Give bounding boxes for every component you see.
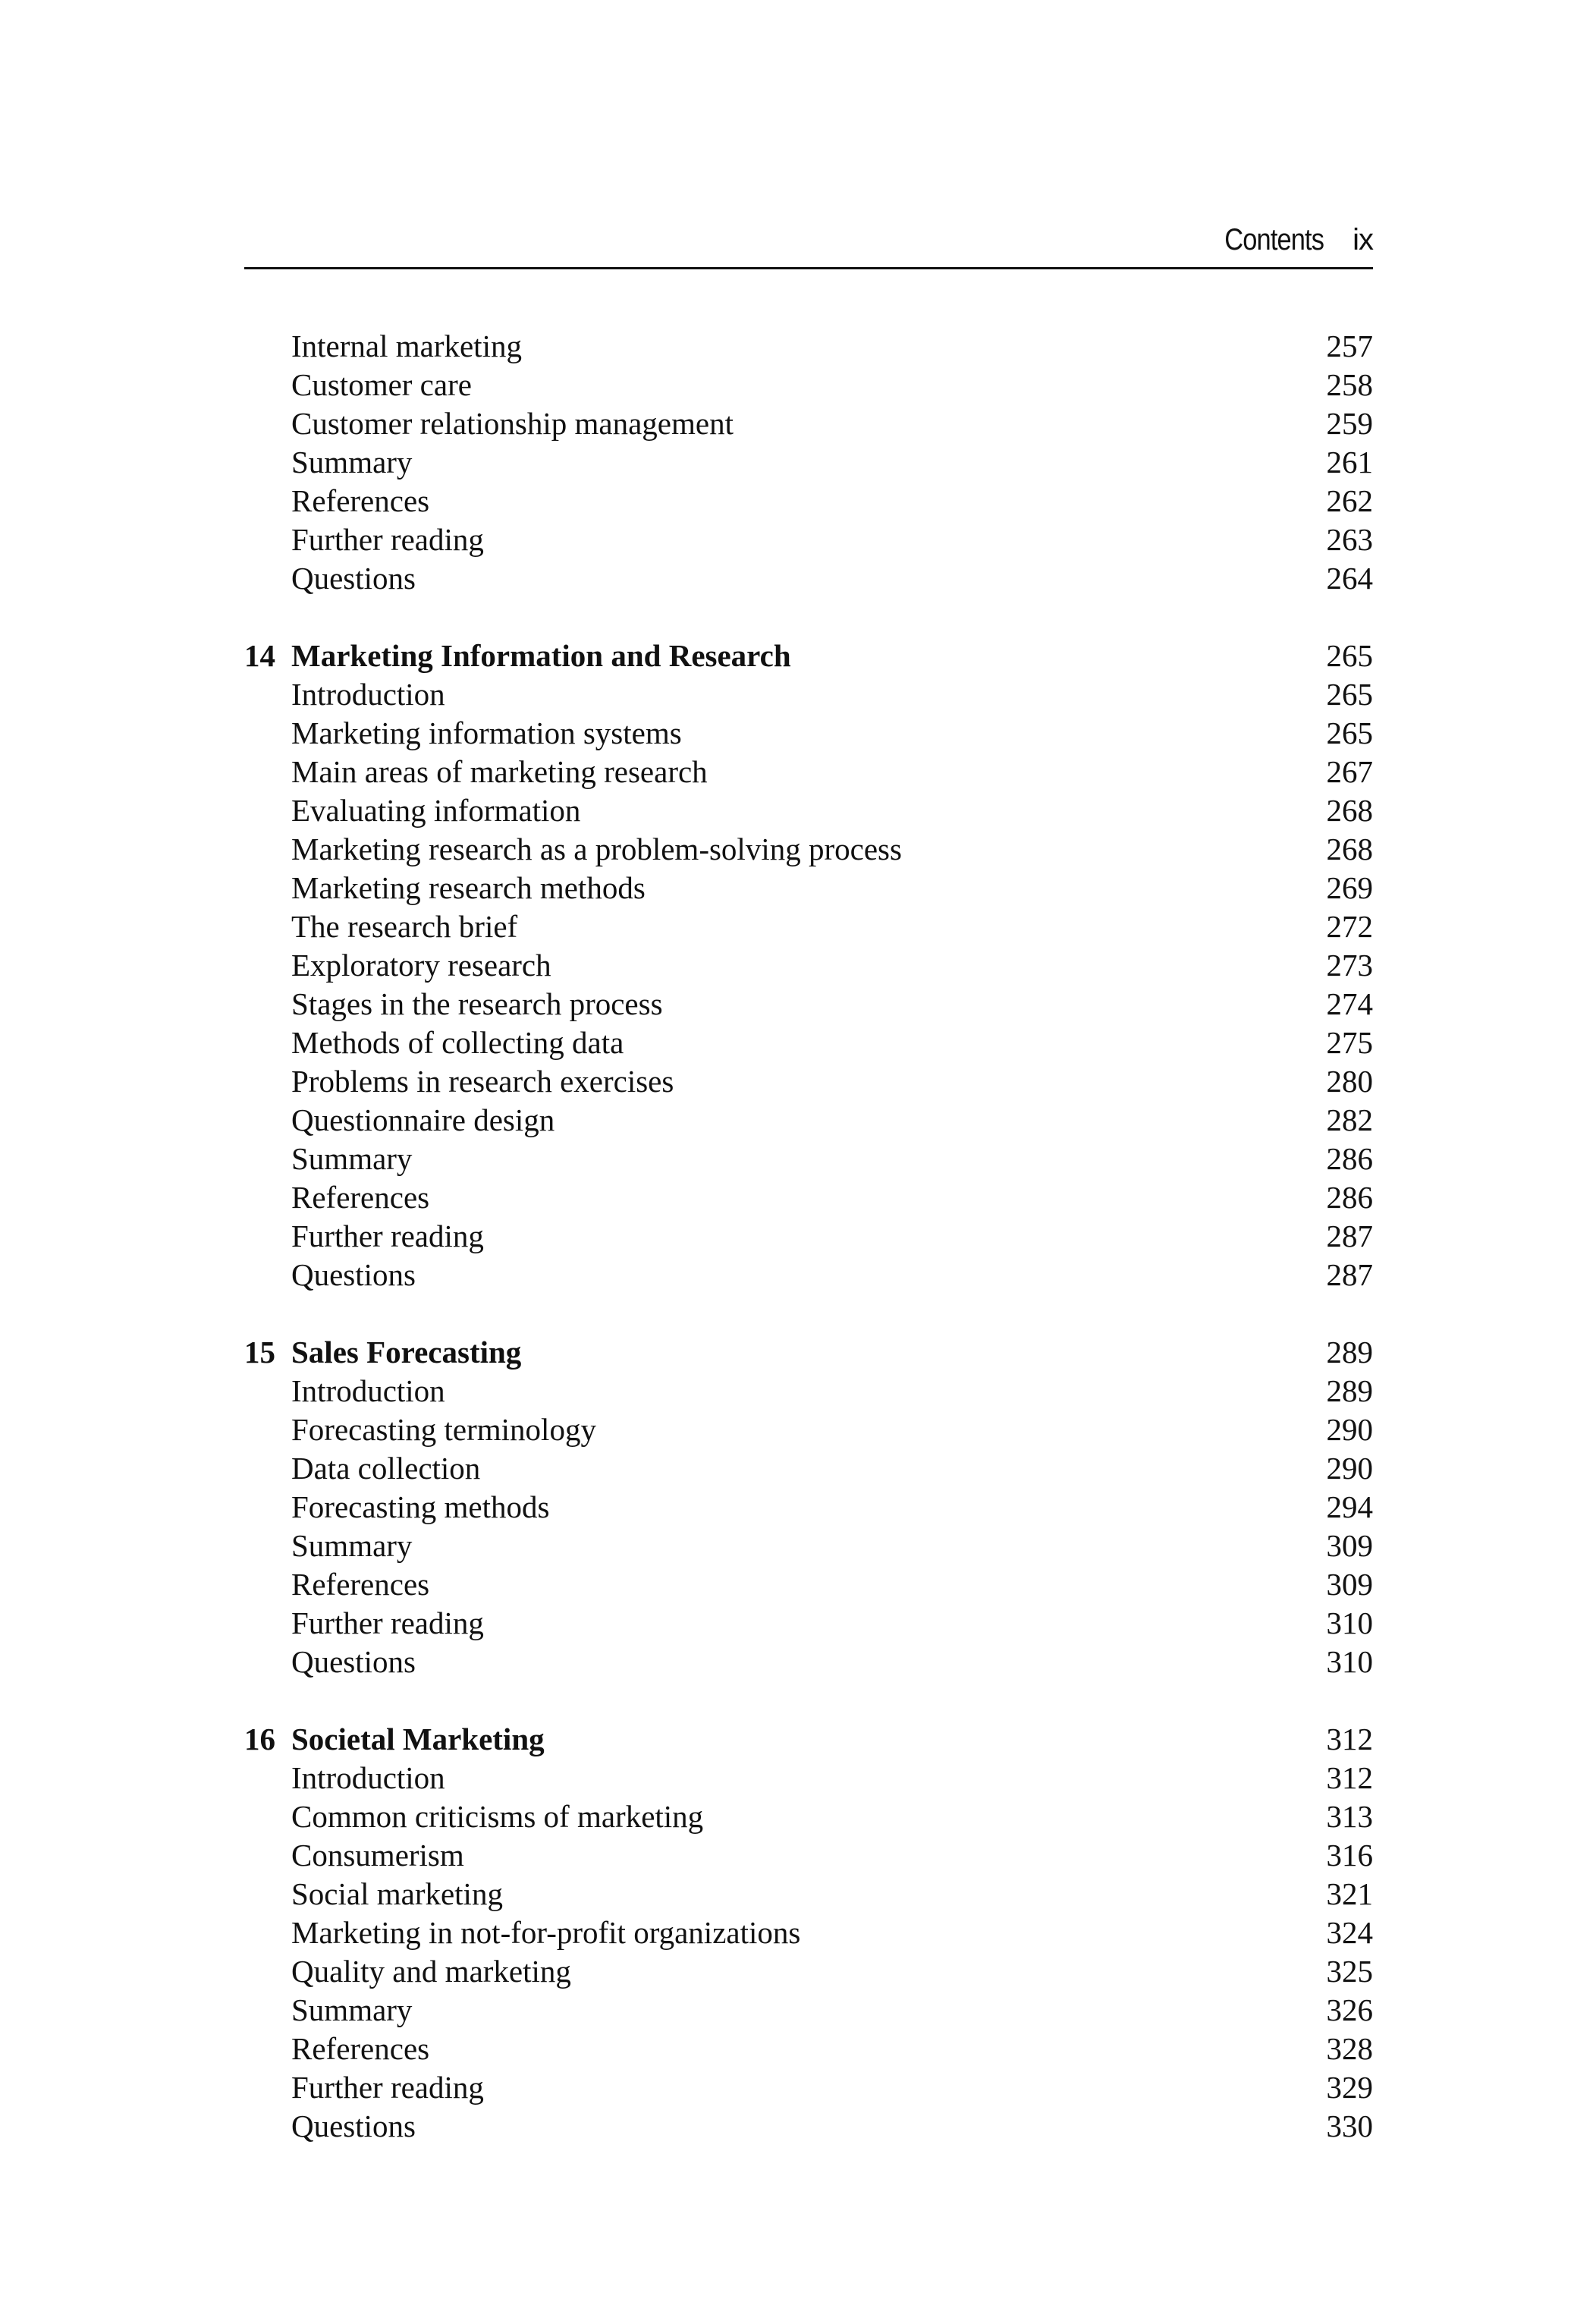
page-number: 313: [1326, 1799, 1373, 1834]
toc-entry-row: [244, 2107, 1373, 2146]
entry-title: Questionnaire design: [291, 1102, 555, 1137]
entry-title: Introduction: [291, 1760, 445, 1795]
toc-entry-row: [244, 1488, 1373, 1527]
entry-title: Further reading: [291, 2070, 484, 2105]
section-spacer: [244, 598, 1373, 637]
header-title: Contents: [1224, 223, 1324, 256]
page-number: 290: [1326, 1451, 1373, 1486]
page-number: 262: [1326, 483, 1373, 518]
page-number: 264: [1326, 561, 1373, 596]
entry-title: Questions: [291, 1644, 416, 1679]
page-number: 310: [1326, 1644, 1373, 1679]
entry-title: Common criticisms of marketing: [291, 1799, 704, 1834]
toc-entry-row: [244, 1062, 1373, 1101]
entry-title: Customer relationship management: [291, 406, 734, 441]
toc-entry-row: [244, 1914, 1373, 1952]
page-number: 287: [1326, 1219, 1373, 1253]
entry-title: Main areas of marketing research: [291, 754, 708, 789]
toc-entry-row: [244, 327, 1373, 366]
entry-title: Social marketing: [291, 1876, 503, 1911]
page-number: 258: [1326, 367, 1373, 402]
chapter-title: Sales Forecasting: [291, 1335, 522, 1370]
page-number: 287: [1326, 1257, 1373, 1292]
entry-title: Questions: [291, 1257, 416, 1292]
toc-entry-row: [244, 1643, 1373, 1681]
chapter-title: Marketing Information and Research: [291, 638, 791, 673]
page-number: 265: [1326, 638, 1373, 673]
entry-title: Data collection: [291, 1451, 481, 1486]
chapter-title: Societal Marketing: [291, 1722, 545, 1756]
section-spacer: [244, 1681, 1373, 1720]
toc-entry-row: [244, 946, 1373, 985]
toc-entry-row: [244, 1991, 1373, 2030]
entry-title: Marketing in not-for-profit organizations: [291, 1915, 801, 1950]
entry-title: References: [291, 1180, 430, 1215]
entry-title: References: [291, 483, 430, 518]
toc-entry-row: [244, 1256, 1373, 1294]
page-number: 259: [1326, 406, 1373, 441]
page-number: 273: [1326, 948, 1373, 983]
page-number: 263: [1326, 522, 1373, 557]
entry-title: Marketing information systems: [291, 715, 682, 750]
page-number: 289: [1326, 1335, 1373, 1370]
entry-title: References: [291, 2031, 430, 2066]
entry-title: Evaluating information: [291, 793, 581, 828]
page-number: 265: [1326, 715, 1373, 750]
entry-title: Summary: [291, 1141, 413, 1176]
running-header-text: [1208, 223, 1373, 257]
toc-entry-row: [244, 1372, 1373, 1410]
page-number: 289: [1326, 1373, 1373, 1408]
page-number: 275: [1326, 1025, 1373, 1060]
toc-entry-row: [244, 830, 1373, 869]
entry-title: Internal marketing: [291, 329, 522, 363]
page-number: 324: [1326, 1915, 1373, 1950]
entry-title: Further reading: [291, 522, 484, 557]
toc-entry-row: [244, 1759, 1373, 1797]
toc-entry-row: [244, 714, 1373, 753]
entry-title: Introduction: [291, 1373, 445, 1408]
toc-entry-row: [244, 907, 1373, 946]
page-number: 325: [1326, 1954, 1373, 1989]
toc-entry-row: [244, 366, 1373, 404]
entry-title: Forecasting methods: [291, 1489, 550, 1524]
toc-entry-row: [244, 1527, 1373, 1565]
entry-title: Summary: [291, 1992, 413, 2027]
entry-title: Introduction: [291, 677, 445, 712]
page-number: 329: [1326, 2070, 1373, 2105]
entry-title: Consumerism: [291, 1838, 464, 1873]
section-spacer: [244, 1294, 1373, 1333]
page-number: 312: [1326, 1760, 1373, 1795]
toc-entry-row: [244, 675, 1373, 714]
page-number: 330: [1326, 2109, 1373, 2143]
page-number: 280: [1326, 1064, 1373, 1099]
table-of-contents: [244, 327, 1373, 2146]
page-number: 326: [1326, 1992, 1373, 2027]
toc-entry-row: [244, 985, 1373, 1024]
toc-entry-row: [244, 1140, 1373, 1178]
running-header: [244, 212, 1373, 266]
chapter-heading-row: [244, 1333, 1373, 1372]
toc-entry-row: [244, 443, 1373, 482]
toc-entry-row: [244, 1101, 1373, 1140]
toc-entry-row: [244, 559, 1373, 598]
entry-title: Stages in the research process: [291, 986, 663, 1021]
toc-entry-row: [244, 1410, 1373, 1449]
toc-entry-row: [244, 482, 1373, 520]
page-number: 274: [1326, 986, 1373, 1021]
page-number: 282: [1326, 1102, 1373, 1137]
toc-entry-row: [244, 1952, 1373, 1991]
toc-entry-row: [244, 753, 1373, 791]
entry-title: Problems in research exercises: [291, 1064, 674, 1099]
toc-entry-row: [244, 2068, 1373, 2107]
chapter-number: 16: [244, 1722, 275, 1756]
toc-entry-row: [244, 404, 1373, 443]
entry-title: Further reading: [291, 1605, 484, 1640]
entry-title: Summary: [291, 1528, 413, 1563]
page-number: 268: [1326, 832, 1373, 866]
page-number: 261: [1326, 445, 1373, 480]
page-number: 309: [1326, 1528, 1373, 1563]
chapter-number: 15: [244, 1335, 275, 1370]
page-number: 316: [1326, 1838, 1373, 1873]
page-number: 290: [1326, 1412, 1373, 1447]
page-number: 321: [1326, 1876, 1373, 1911]
page-number: 309: [1326, 1567, 1373, 1602]
toc-entry-row: [244, 1217, 1373, 1256]
entry-title: The research brief: [291, 909, 518, 944]
entry-title: Summary: [291, 445, 413, 480]
page-number: 310: [1326, 1605, 1373, 1640]
page-number: 328: [1326, 2031, 1373, 2066]
toc-entry-row: [244, 1875, 1373, 1914]
page-number: 267: [1326, 754, 1373, 789]
page-number: 269: [1326, 870, 1373, 905]
header-page-number: ix: [1353, 223, 1373, 256]
chapter-heading-row: [244, 637, 1373, 675]
page-number: 268: [1326, 793, 1373, 828]
entry-title: Marketing research methods: [291, 870, 646, 905]
entry-title: Customer care: [291, 367, 472, 402]
chapter-heading-row: [244, 1720, 1373, 1759]
toc-entry-row: [244, 869, 1373, 907]
header-rule: [244, 267, 1373, 269]
page-number: 286: [1326, 1180, 1373, 1215]
page-number: 257: [1326, 329, 1373, 363]
toc-entry-row: [244, 1565, 1373, 1604]
page-number: 265: [1326, 677, 1373, 712]
toc-entry-row: [244, 1449, 1373, 1488]
entry-title: Marketing research as a problem-solving process: [291, 832, 902, 866]
toc-entry-row: [244, 1178, 1373, 1217]
entry-title: Questions: [291, 561, 416, 596]
toc-entry-row: [244, 2030, 1373, 2068]
entry-title: Quality and marketing: [291, 1954, 571, 1989]
toc-entry-row: [244, 1024, 1373, 1062]
entry-title: Exploratory research: [291, 948, 551, 983]
page-number: 286: [1326, 1141, 1373, 1176]
entry-title: Methods of collecting data: [291, 1025, 624, 1060]
entry-title: Further reading: [291, 1219, 484, 1253]
entry-title: Forecasting terminology: [291, 1412, 596, 1447]
page-number: 272: [1326, 909, 1373, 944]
entry-title: Questions: [291, 2109, 416, 2143]
toc-entry-row: [244, 520, 1373, 559]
toc-entry-row: [244, 1836, 1373, 1875]
page-number: 294: [1326, 1489, 1373, 1524]
toc-entry-row: [244, 1604, 1373, 1643]
chapter-number: 14: [244, 638, 275, 673]
toc-entry-row: [244, 791, 1373, 830]
page-number: 312: [1326, 1722, 1373, 1756]
toc-entry-row: [244, 1797, 1373, 1836]
entry-title: References: [291, 1567, 430, 1602]
